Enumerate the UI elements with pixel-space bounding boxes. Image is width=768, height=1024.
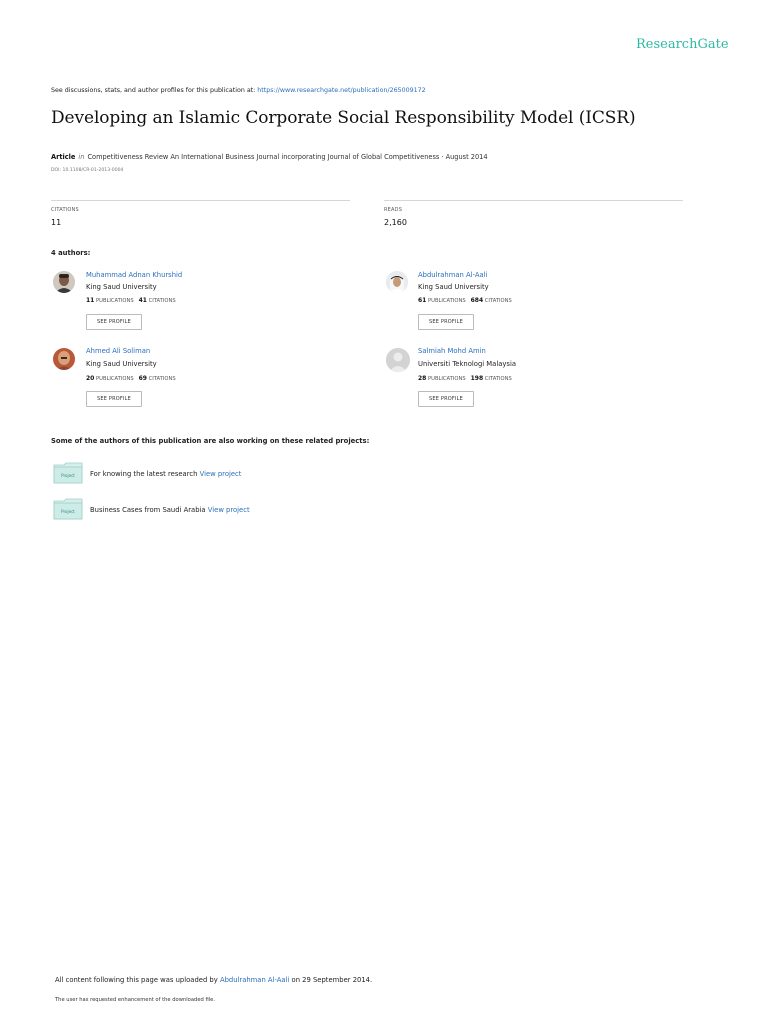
author-citations-count: 41	[138, 297, 147, 304]
publications-label: PUBLICATIONS	[96, 376, 134, 382]
authors-heading: 4 authors:	[51, 249, 91, 257]
upload-date: on 29 September 2014.	[291, 976, 373, 984]
author-name-link[interactable]: Abdulrahman Al-Aali	[418, 271, 488, 279]
publication-link[interactable]: https://www.researchgate.net/publication/265009172	[257, 87, 426, 94]
reads-count: 2,160	[384, 218, 407, 227]
author-stats	[86, 297, 176, 304]
author-stats	[86, 375, 176, 382]
citations-divider	[51, 200, 350, 201]
journal-name: Competitiveness Review An International Business Journal incorporating Journal of Global Competitiveness · August 2014	[87, 153, 488, 161]
author-citations-label: CITATIONS	[148, 376, 176, 382]
person-photo-icon	[53, 348, 75, 370]
publication-meta	[51, 153, 488, 161]
author-citations-count: 684	[470, 297, 484, 304]
author-name-link[interactable]: Salmiah Mohd Amin	[418, 347, 486, 355]
person-photo-icon	[53, 271, 75, 293]
citations-label: CITATIONS	[51, 207, 79, 213]
publications-count: 28	[418, 375, 427, 382]
publications-count: 61	[418, 297, 427, 304]
view-project-link[interactable]: View project	[199, 470, 242, 478]
see-profile-button[interactable]: SEE PROFILE	[86, 314, 142, 330]
reads-label: READS	[384, 207, 403, 213]
in-label: in	[78, 153, 85, 161]
author-citations-label: CITATIONS	[148, 298, 176, 304]
uploader-link[interactable]: Abdulrahman Al-Aali	[219, 976, 290, 984]
author-institution: Universiti Teknologi Malaysia	[418, 360, 517, 368]
see-profile-button[interactable]: SEE PROFILE	[86, 391, 142, 407]
project-icon-label: Project	[61, 509, 75, 514]
author-stats	[418, 297, 512, 304]
author-citations-count: 69	[138, 375, 147, 382]
author-institution: King Saud University	[418, 283, 489, 291]
publications-label: PUBLICATIONS	[428, 376, 466, 382]
author-name-link[interactable]: Ahmed Ali Soliman	[86, 347, 151, 355]
author-institution: King Saud University	[86, 360, 157, 368]
discussion-note	[51, 87, 426, 94]
view-project-link[interactable]: View project	[207, 506, 250, 514]
author-name-link[interactable]: Muhammad Adnan Khurshid	[86, 271, 183, 279]
see-profile-button[interactable]: SEE PROFILE	[418, 314, 474, 330]
person-photo-icon	[386, 271, 408, 293]
researchgate-logo[interactable]: ResearchGate	[636, 37, 729, 52]
doi: DOI: 10.1108/CR-01-2013-0004	[51, 168, 124, 173]
related-projects-heading: Some of the authors of this publication are also working on these related projects:	[51, 437, 370, 445]
upload-note	[55, 976, 372, 984]
author-avatar[interactable]	[386, 271, 408, 293]
author-citations-label: CITATIONS	[484, 298, 512, 304]
upload-prefix: All content following this page was uploaded by	[55, 976, 218, 984]
author-citations-label: CITATIONS	[484, 376, 512, 382]
project-item	[90, 470, 241, 478]
see-profile-button[interactable]: SEE PROFILE	[418, 391, 474, 407]
project-folder-icon	[53, 498, 83, 518]
publications-count: 11	[86, 297, 95, 304]
citations-count: 11	[51, 218, 62, 227]
reads-divider	[384, 200, 683, 201]
project-title: Business Cases from Saudi Arabia	[90, 506, 206, 514]
default-avatar-icon	[386, 348, 410, 372]
project-item	[90, 506, 250, 514]
publication-title: Developing an Islamic Corporate Social Responsibility Model (ICSR)	[51, 108, 636, 128]
project-icon-label: Project	[61, 473, 75, 478]
publications-label: PUBLICATIONS	[428, 298, 466, 304]
author-institution: King Saud University	[86, 283, 157, 291]
discussion-note-text: See discussions, stats, and author profiles for this publication at:	[51, 87, 258, 94]
project-folder-icon	[53, 462, 83, 482]
author-avatar[interactable]	[386, 348, 410, 372]
author-avatar[interactable]	[53, 348, 75, 370]
author-stats	[418, 375, 512, 382]
article-type: Article	[51, 153, 76, 161]
publications-count: 20	[86, 375, 95, 382]
project-title: For knowing the latest research	[90, 470, 198, 478]
publications-label: PUBLICATIONS	[96, 298, 134, 304]
enhancement-note: The user has requested enhancement of the downloaded file.	[55, 997, 216, 1003]
author-avatar[interactable]	[53, 271, 75, 293]
author-citations-count: 198	[470, 375, 484, 382]
